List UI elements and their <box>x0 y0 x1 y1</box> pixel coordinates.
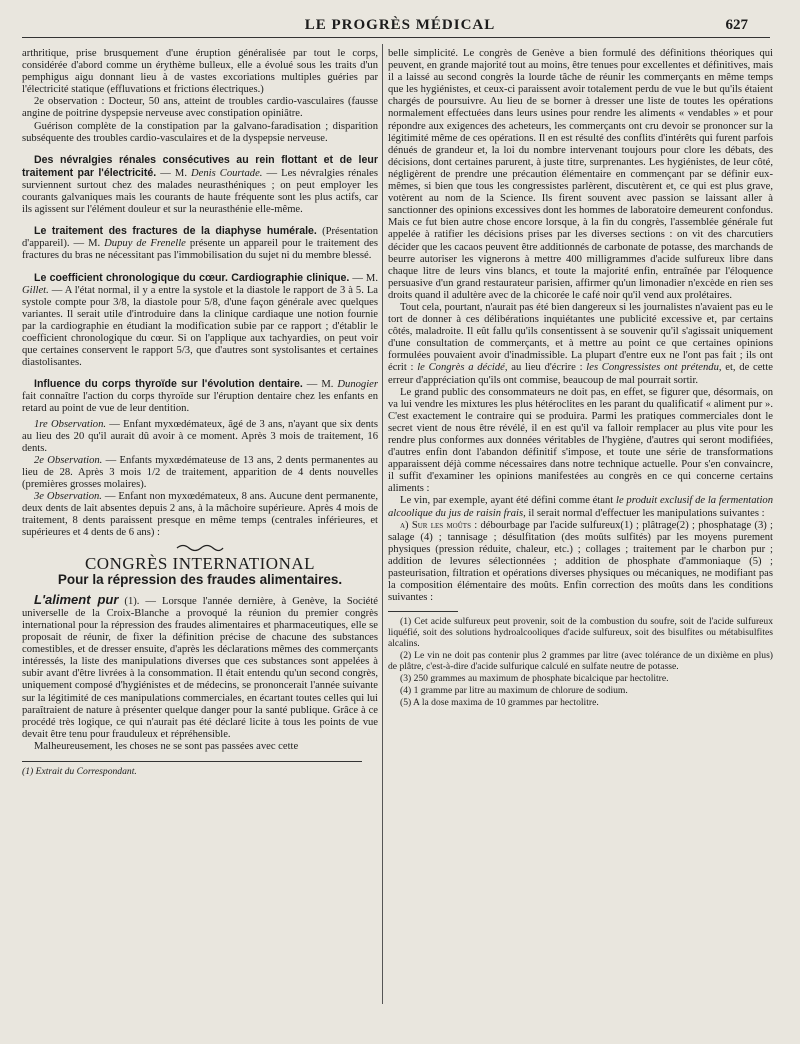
paragraph: Le grand public des consommateurs ne doit pas, en effet, se figurer que, désormais, on va lui vendre les mixtures les plus hétéroclites en les parant du qualificatif « aliment pur ». C'est exactement le contraire qui se produira. Parmi les pratiques commerciales dont le secret vient de nous être révélé, il en est qu'il va falloir remplacer au plus vite pour les rendre plus conformes aux données véritables de l'hygiène, d'autres qui seront modifiées, d'autres enfin dont l'abandon définitif s'impose, et toute une série de transformations apparaissent déjà comme nécessaires dans notre technique actuelle. Pour s'en convaincre, il suffit d'examiner les opinions manifestées au congrès en ce qui concerne certains aliments : <box>388 386 773 495</box>
running-title: LE PROGRÈS MÉDICAL <box>304 17 496 33</box>
article-body: Les névralgies rénales surviennent surtout chez des malades neurasthéniques ; on peut employer les courants galvaniques mais les courants de haute fréquente sont les plus actifs, car ils agissent sur l'élément douleur et sur la neurasthénie elle-même. <box>22 167 378 216</box>
footnote: (3) 250 grammes au maximum de phosphate bicalcique par hectolitre. <box>400 673 669 685</box>
footnote: (1) Cet acide sulfureux peut provenir, soit de la combustion du soufre, soit de l'acide sulfureux liquéfié, soit des solutions hydroalcooliques d'acide sulfureux, soit des bisulfites ou métabisulfites alcalins. <box>388 616 773 650</box>
column-divider <box>382 44 383 1004</box>
paragraph-lead: L'aliment pur (1). — Lorsque l'année dernière, à Genève, la Société universelle de la Croix-Blanche a provoqué la réunion du premier congrès international pour la répression des fraudes alimentaires et pharmaceutiques, elle se proposait de réunir, de fixer la définition précise de chacune des substances comestibles, et de dresser ensuite, d'après les déclarations mêmes des commerçants intéressés, la liste des manipulations diverses que ces substances sont appelées à subir avant d'être livrées à la consommation. Il était entendu qu'un second congrès, uniquement composé d'hygiénistes et de médecins, se prononcerait l'année suivante sur la légitimité de ces manipulations commerciales, en écartant toutes celles qui lui paraîtraient de nature à présenter quelque danger pour la santé publique. Grâce à ce procédé très logique, ce qui n'aurait pas été déclaré licite à tous les points de vue devait être tenu pour frauduleux et répréhensible. <box>22 591 379 740</box>
page-header <box>0 0 800 36</box>
quote-italic: le Congrès a décidé, <box>417 362 508 374</box>
definition-italic: le produit exclusif de la fermentation alcoolique du jus de raisin frais, <box>388 495 773 519</box>
paragraph-text: au lieu d'écrire : <box>511 362 583 374</box>
footnote: (1) Extrait du Correspondant. <box>22 765 137 777</box>
article-neuralgies: Des névralgies rénales consécutives au rein flottant et de leur traitement par l'électricité. — M. Denis Courtade. — Les névralgies rénales surviennent surtout chez des malades neurasthéniques ; on peut employer les courants galvaniques mais les courants de haute fréquente sont les plus actifs, car ils agissent sur l'élément douleur et sur la neurasthénie elle-même. <box>22 153 378 216</box>
article-coefficient: Le coefficient chronologique du cœur. Cardiographie clinique. — M. Gillet. — A l'état normal, il y a entre la systole et la diastole le rapport de 3 à 5. La systole compte pour 3/8, la diastole pour 5/8, d'une façon générale avec quelques variantes. Il serait utile d'introduire dans la clinique cardiaque une notion fournie par la cardiographie en étudiant la modification subie par ce rapport ; d'établir le coefficient chronologique du cœur. Si on l'applique aux tachyardies, on peut voir que certaines conservent le rapport 5/3, que d'autres sont systolisantes et certaines diastolisantes. <box>22 271 379 369</box>
paragraph-text: Tout cela, pourtant, n'aurait pas été bien dangereux si les journalistes n'avaient pas eu le tort de donner à ces délibérations inquiétantes une publicité excessive et, par certains côtés, maladroite. Il eût fallu qu'ils consentissent à se souvenir qu'il s'agissait uniquement d'une consultation de commerçants, et à mettre au point ce que certaines opinions formulées pouvaient avoir d'inadmissible. La plupart d'entre eux ne l'ont pas fait ; ils ont écrit : <box>388 301 773 374</box>
article-fractures: Le traitement des fractures de la diaphyse humérale. (Présentation d'appareil). — M. Dupuy de Frenelle présente un appareil pour le traitement des fractures du bras ne nécessitant pas l'immobilisation du sujet ni du membre blessé. <box>22 225 378 262</box>
article-title: Des névralgies rénales consécutives au rein flottant et de leur traitement par l'électricité. <box>22 153 378 179</box>
observation-2: 2e Observation. — Enfants myxœdémateuse de 13 ans, 2 dents permanentes au lieu de 28. Après 3 mois 1/2 de traitement, apparition de 4 dents nouvelles (premières grosses molaires). <box>22 454 379 490</box>
paragraph-text: Lorsque l'année dernière, à Genève, la Société universelle de la Croix-Blanche a provoqué la réunion du premier congrès international pour la répression des fraudes alimentaires et pharmaceutiques, elle se proposait de réunir, de fixer la définition précise de chacune des substances comestibles, et de dresser ensuite, d'après les déclarations mêmes des commerçants intéressés, la liste des manipulations diverses que ces substances sont appelées à subir avant d'être livrées à la consommation. Il était entendu qu'un second congrès, uniquement composé d'hygiénistes et de médecins, se prononcerait l'année suivante sur la légitimité de ces manipulations commerciales, en écartant toutes celles qui lui paraîtraient de nature à présenter quelque danger pour la santé publique. Grâce à ce procédé très logique, ce qui n'aurait pas été déclaré licite à tous les points de vue devait être tenu pour frauduleux et répréhensible. <box>22 595 379 740</box>
paragraph-text: Le vin, par exemple, ayant été défini comme étant <box>400 495 614 507</box>
observation-3: 3e Observation. — Enfant non myxœdémateux, 8 ans. Aucune dent permanente, deux dents de lait absentes depuis 2 ans, à la mâchoire supérieure. Après 4 mois de traitement, 8 dents paraissent presque en même temps (centrales inférieures, et supérieures et 4 dents de 6 ans) : <box>22 491 378 539</box>
observation-label: 3e Observation. <box>34 491 102 503</box>
page-number: 627 <box>725 17 748 33</box>
article-title: Influence du corps thyroïde sur l'évolution dentaire. <box>34 378 303 391</box>
paragraph: Guérison complète de la constipation par la galvano-faradisation ; disparition subséquente des troubles cardio-vasculaires et de la dyspepsie nerveuse. <box>22 120 378 144</box>
footnote: (4) 1 gramme par litre au maximum de chlorure de sodium. <box>400 685 628 697</box>
footnote-rule <box>22 761 362 762</box>
right-column <box>388 48 773 709</box>
article-body: fait connaître l'action du corps thyroïde sur l'éruption dentaire chez les enfants en retard au point de vue de leur dentition. <box>22 391 378 415</box>
list-label: a) Sur les moûts <box>400 519 471 531</box>
observation-text: Enfants myxœdémateuse de 13 ans, 2 dents permanentes au lieu de 28. Après 3 mois 1/2 de traitement, apparition de 4 dents nouvelles (premières grosses molaires). <box>22 454 379 490</box>
article-author: Denis Courtade. <box>191 167 263 179</box>
footnote-ref: (1). <box>124 595 140 607</box>
footnote: (5) A la dose maxima de 10 grammes par hectolitre. <box>400 697 599 709</box>
section-subtitle: Pour la répression des fraudes alimentaires. <box>57 571 343 587</box>
paragraph: arthritique, prise brusquement d'une éruption généralisée par tout le corps, considérée d'abord comme un érythème bulleux, elle a évolué sous les traits d'un pemphigus aigu donnant lieu à de vastes excoriations multiples guéries par l'électricité statique (effluvations et frictions électriques.) <box>22 48 378 96</box>
lead-title: L'aliment pur <box>34 591 119 607</box>
paragraph-text: : débourbage par l'acide sulfureux(1) ; plâtrage(2) ; phosphatage (3) ; salage (4) ; tannisage ; désulfitation (des moûts sulfités) par les moyens purement physiques (pression réduite, chaleur, etc.) ; collages ; traitement par le charbon pur ; addition de levures sélectionnées ; addition de phosphate d'ammoniaque (5) ; pasteurisation, filtration et opérations diverses physiques ou mécaniques, ne modifiant pas la composition élémentaire des moûts. Enfin correction des moûts dans les conditions suivantes : <box>388 519 773 604</box>
article-body: présente un appareil pour le traitement des fractures du bras ne nécessitant pas l'immobilisation du sujet ni du membre blessé. <box>22 238 378 262</box>
quote-italic: les Congressistes ont prétendu, <box>586 362 722 374</box>
article-thyroide: Influence du corps thyroïde sur l'évolution dentaire. — M. Dunogier fait connaître l'action du corps thyroïde sur l'éruption dentaire chez les enfants en retard au point de vue de leur dentition. <box>22 378 378 415</box>
article-title: Le coefficient chronologique du cœur. Cardiographie clinique. <box>34 271 350 284</box>
paragraph <box>388 495 773 519</box>
observation-1: 1re Observation. — Enfant myxœdémateux, âgé de 3 ans, n'ayant que six dents au lieu des 20 qu'il aurait dû avoir à ce moment. Après 3 mois de traitement, 16 dents. <box>22 418 378 454</box>
paragraph: Malheureusement, les choses ne se sont pas passées avec cette <box>34 740 299 752</box>
article-title: Le traitement des fractures de la diaphyse humérale. <box>34 225 317 238</box>
paragraph: 2e observation : Docteur, 50 ans, atteint de troubles cardio-vasculaires (fausse angine de poitrine dyspepsie nerveuse avec constipation opiniâtre. <box>22 96 378 120</box>
observation-label: 1re Observation. <box>34 418 107 430</box>
article-body: A l'état normal, il y a entre la systole et la diastole le rapport de 3 à 5. La systole compte pour 3/8, la diastole pour 5/8, d'une façon générale avec quelques variantes. Il serait utile d'introduire dans la clinique cardiaque une notion fournie par la cardiographie en étudiant la modification subie par ce rapport ; d'établir le coefficient chronologique du cœur. Si on l'applique aux tachyardies, on peut voir que certaines conservent le rapport 5/3, que d'autres sont systolisantes et certaines diastolisantes. <box>22 284 379 369</box>
footnotes <box>388 616 773 708</box>
paragraph <box>388 520 773 605</box>
footnote: (2) Le vin ne doit pas contenir plus 2 grammes par litre (avec tolérance de un dixième en plus) de plâtre, c'est-à-dire d'acide sulfurique calculé en sulfate neutre de potasse. <box>388 650 773 673</box>
article-author: Gillet. <box>22 284 49 296</box>
article-author: Dunogier <box>337 379 378 391</box>
header-rule <box>22 37 770 38</box>
footnote-rule <box>388 611 458 612</box>
observation-text: Enfant non myxœdémateux, 8 ans. Aucune dent permanente, deux dents de lait absentes depuis 2 ans, à la mâchoire supérieure. Après 4 mois de traitement, 8 dents paraissent presque en même temps (centrales inférieures, et supérieures et 4 dents de 6 ans) : <box>22 491 378 539</box>
section-title: CONGRÈS INTERNATIONAL <box>84 553 316 573</box>
article-author: Dupuy de Frenelle <box>104 238 186 250</box>
paragraph-text: et, de cette erreur d'appréciation qu'ils ont commise, beaucoup de mal pourrait sortir. <box>388 362 774 386</box>
paragraph <box>388 302 773 387</box>
paragraph-text: il serait normal d'effectuer les manipulations suivantes : <box>528 507 765 519</box>
article-note: (Présentation d'appareil). <box>22 226 378 250</box>
left-column <box>22 48 378 777</box>
observation-label: 2e Observation. <box>34 454 103 466</box>
observation-text: Enfant myxœdémateux, âgé de 3 ans, n'ayant que six dents au lieu des 20 qu'il aurait dû avoir à ce moment. Après 3 mois de traitement, 16 dents. <box>22 418 378 454</box>
paragraph: belle simplicité. Le congrès de Genève a bien formulé des définitions théoriques qui peuvent, en grande majorité tout au moins, être tenues pour excellentes et définitives, mais il a laissé au second congrès la lourde tâche de réunir les commerçants en même temps que les hygiénistes, et ceux-ci paraissent avoir totalement perdu de vue le but qu'ils étaient chargés de poursuivre. Au lieu de se borner à dresser une liste de toutes les opérations normalement effectuées dans leurs usines pour rendre les aliments « vendables » et pour répondre aux exigences des acheteurs, les commerçants ont cru devoir se prononcer sur la légitimité même de ces opérations. Il en est résulté des conflits d'intérêts qui furent parfois dénués de grandeur et, la loi du nombre intervenant toujours pour clore les débats, des décisions, dont certaines parurent, à juste titre, surprenantes. Les hygiénistes, de leur côté, négligèrent de prendre une précaution élémentaire en commençant par se définir eux-mêmes, si bien que tous les congressistes parlèrent, discutèrent et, ce qui est plus grave, votèrent au nom de la Science. Ils firent souvent avec passion se laissant aller à sanctionner des opinions excessives dont les hommes de laboratoire demeurent confondus. Mais ce fut bien autre chose encore lorsque, à la fin du congrès, l'assemblée générale fut appelée à ratifier les décisions prises par les diverses sections : on vit des charcutiers décider que les cacaos peuvent être additionnés de carbonate de potasse, des marchands de beurre autoriser les vignerons à mettre 400 milligrammes d'acide sulfureux libre dans chaque litre de leurs vins blancs, et toute la majorité enfin, entraînée par l'éloquence persuasive d'un grand restaurateur parisien, affirmer qu'un limonadier n'excède en rien ses droits quand il adultère avec de la chicorée le café noir qu'il vend aux prolétaires. <box>388 48 773 301</box>
